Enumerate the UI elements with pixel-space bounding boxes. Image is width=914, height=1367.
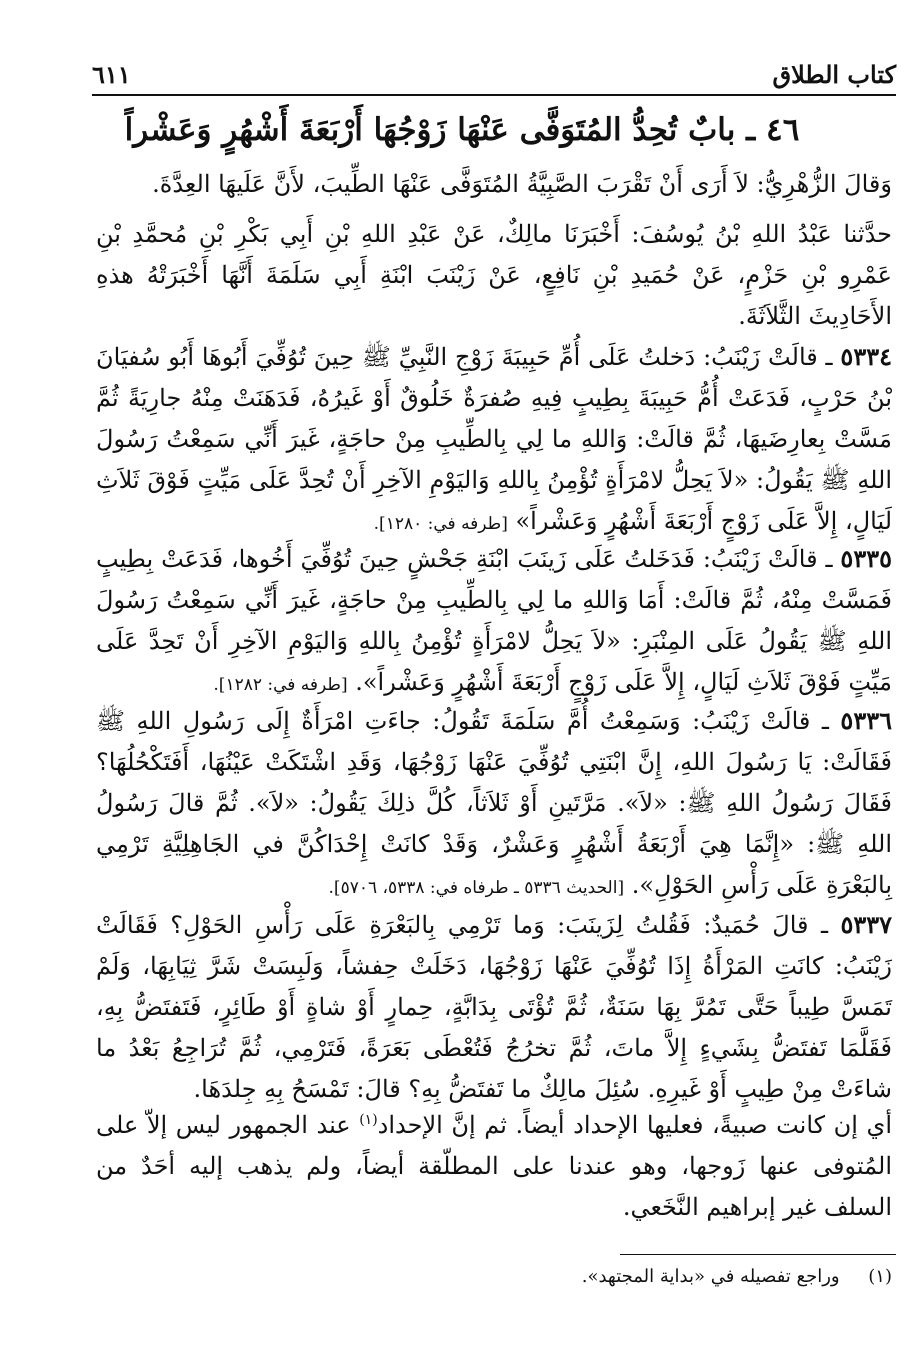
intro-paragraph: وَقالَ الزُّهْرِيُّ: لاَ أَرَى أَنْ تَقْرَبَ الصَّبِيَّةُ المُتَوَفَّى عَنْهَا الطِّيبَ، لأَنَّ عَلَيهَا العِدَّةَ. [152, 170, 892, 198]
hadith-ref: [طرفه في: ١٢٨٠]. [373, 514, 508, 534]
hadith-5337 [96, 904, 892, 1110]
footnote-divider [620, 1254, 896, 1255]
page-number: ٦١١ [92, 59, 131, 89]
hadith-ref: [طرفه في: ١٢٨٢]. [213, 675, 348, 695]
footnote-text: وراجع تفصيله في «بداية المجتهد». [581, 1266, 840, 1287]
hadith-number: ٥٣٣٦ [840, 706, 892, 735]
commentary-text-start: أي إن كانت صبيةً، فعليها الإحداد أيضاً. ثم إنَّ الإحداد [377, 1111, 892, 1139]
header-divider [92, 94, 896, 96]
hadith-dash: ـ [817, 545, 833, 573]
commentary-text-end: عند الجمهور ليس إلاّ على المُتوفى عنها زَوجها، وهو عندنا على المطلّقة أيضاً، ولم يذهب إليه أحَدٌ من السلف غير إبراهيم النَّخَعي. [96, 1111, 892, 1221]
commentary-paragraph [96, 1100, 892, 1228]
hadith-5334 [96, 336, 892, 545]
isnad-paragraph: حدَّثنا عَبْدُ اللهِ بْنُ يُوسُفَ: أَخْبَرَنَا مالِكٌ، عَنْ عَبْدِ اللهِ بْنِ أَبِي بَكْرِ بْنِ مُحمَّدِ بْنِ عَمْرِو بْنِ حَزْمٍ، عَنْ حُمَيدِ بْنِ نَافِعٍ، عَنْ زَيْنَبَ ابْنَةِ أَبِي سَلَمَةَ أَنَّهَا أَخْبَرَتْهُ هذهِ الأَحَادِيثَ الثَّلاَثَةَ. [96, 220, 892, 330]
hadith-number: ٥٣٣٤ [840, 342, 892, 371]
footnote [320, 1262, 892, 1292]
hadith-dash: ـ [810, 707, 829, 735]
footnote-marker: (١) [868, 1266, 892, 1287]
hadith-5335 [96, 538, 892, 706]
hadith-number: ٥٣٣٥ [840, 544, 892, 573]
hadith-ref: [الحديث ٥٣٣٦ ـ طرفاه في: ٥٣٣٨، ٥٧٠٦]. [328, 878, 625, 898]
chapter-title: ٤٦ ـ بابٌ تُحِدُّ المُتَوَفَّى عَنْهَا زَوْجُهَا أَرْبَعَةَ أَشْهُرٍ وَعَشْراً [124, 112, 800, 148]
page-header [92, 56, 896, 92]
footnote-spacer [845, 1266, 862, 1287]
book-title: كتاب الطلاق [772, 59, 896, 89]
hadith-5336 [96, 700, 892, 909]
hadith-text: قالَتْ زَيْنَبُ: فَدَخَلتُ عَلَى زَينَبَ ابْنَةِ جَحْشٍ حِينَ تُوُفِّيَ أَخُوها، فَدَعَتْ بِطِيبٍ فَمَسَّتْ مِنْهُ، ثُمَّ قالَتْ: أَمَا وَاللهِ ما لِي بِالطِّيبِ مِنْ حاجَةٍ، غَيرَ أَنِّي سَمِعْتُ رَسُولَ اللهِ ﷺ يَقُولُ عَلَى المِنْبَرِ: «لاَ يَحِلُّ لامْرَأَةٍ تُؤْمِنُ بِاللهِ وَاليَوْمِ الآخِرِ أَنْ تَحِدَّ عَلَى مَيِّتٍ فَوْقَ ثَلاَثِ لَيَالٍ، إِلاَّ عَلَى زَوْجٍ أَرْبَعَةَ أَشْهُرٍ وَعَشْراً». [96, 545, 892, 696]
hadith-text: قالَتْ زَيْنَبُ: وَسَمِعْتُ أُمَّ سَلَمَةَ تَقُولُ: جاءَتِ امْرَأَةٌ إِلَى رَسُولِ اللهِ ﷺ فَقَالَتْ: يَا رَسُولَ اللهِ، إِنَّ ابْنَتِي تُوُفِّيَ عَنْهَا زَوْجُهَا، وَقَدِ اشْتَكَتْ عَيْنُهَا، أَفَتَكْحُلُهَا؟ فَقَالَ رَسُولُ اللهِ ﷺ: «لاَ». مَرَّتَينِ أَوْ ثَلاَثاً، كُلَّ ذلِكَ يَقُولُ: «لاَ». ثُمَّ قالَ رَسُولُ اللهِ ﷺ: «إِنَّمَا هِيَ أَرْبَعَةُ أَشْهُرٍ وَعَشْرٌ، وَقَدْ كانَتْ إِحْدَاكُنَّ في الجَاهِلِيَّةِ تَرْمِي بِالبَعْرَةِ عَلَى رَأْسِ الحَوْلِ». [96, 707, 892, 899]
hadith-number: ٥٣٣٧ [840, 910, 892, 939]
hadith-dash: ـ [808, 911, 828, 939]
footnote-reference[interactable]: (١) [359, 1112, 378, 1128]
hadith-text: قالَ حُمَيدٌ: فَقُلتُ لِزَينَبَ: وَما تَرْمِي بِالبَعْرَةِ عَلَى رَأْسِ الحَوْلِ؟ فَقَالَتْ زَيْنَبُ: كانَتِ المَرْأَةُ إِذَا تُوُفِّيَ عَنْهَا زَوْجُهَا، دَخَلَتْ حِفشاً، وَلَبِسَتْ شَرَّ ثِيَابِهَا، وَلَمْ تَمَسَّ طِيباً حَتَّى تَمُرَّ بِهَا سَنَةٌ، ثُمَّ تُؤْتَى بِدَابَّةٍ، حِمارٍ أَوْ شاةٍ أَوْ طَائِرٍ، فَتَفتَضُّ بِهِ، فَقَلَّمَا تَفتَضُّ بِشَيءٍ إِلاَّ ماتَ، ثُمَّ تخرُجُ فَتُعْطَى بَعَرَةً، فَتَرْمِي، ثُمَّ تُرَاجِعُ بَعْدُ ما شاءَتْ مِنْ طِيبٍ أَوْ غَيرِهِ. سُئِلَ مالِكٌ ما تَفتَضُّ بِهِ؟ قالَ: تَمْسَحُ بِهِ جِلدَهَا. [96, 911, 892, 1103]
hadith-dash: ـ [817, 343, 833, 371]
hadith-text: قالَتْ زَيْنَبُ: دَخلتُ عَلَى أُمِّ حَبِيبَةَ زَوْجِ النَّبِيِّ ﷺ حِينَ تُوُفِّيَ أَبُوهَا أَبُو سُفيَانَ بْنُ حَرْبٍ، فَدَعَتْ أُمُّ حَبِيبَةَ بِطِيبٍ فِيهِ صُفرَةٌ خَلُوقٌ أَوْ غَيرُهُ، فَدَهَنَتْ مِنْهُ جارِيَةً ثُمَّ مَسَّتْ بِعارِضَيهَا، ثُمَّ قالَتْ: وَاللهِ ما لِي بِالطِّيبِ مِنْ حاجَةٍ، غَيرَ أَنِّي سَمِعْتُ رَسُولَ اللهِ ﷺ يَقُولُ: «لاَ يَحِلُّ لامْرَأَةٍ تُؤْمِنُ بِاللهِ وَاليَوْمِ الآخِرِ أَنْ تُحِدَّ عَلَى مَيِّتٍ فَوْقَ ثَلاَثِ لَيَالٍ، إِلاَّ عَلَى زَوْجٍ أَرْبَعَةَ أَشْهُرٍ وَعَشْراً» [96, 343, 892, 535]
